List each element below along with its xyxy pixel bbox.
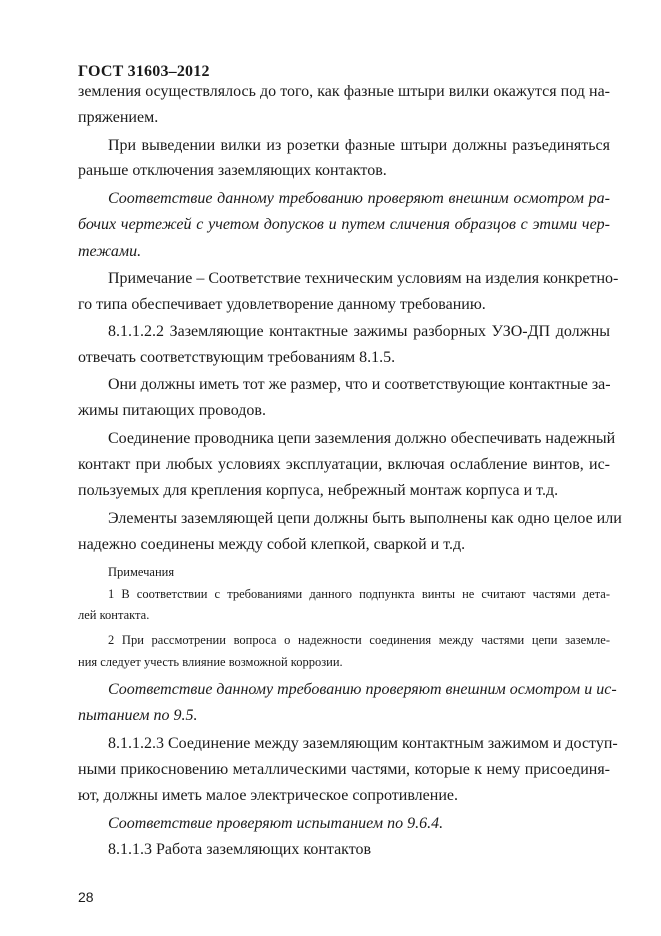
- italic-line: Соответствие данному требованию проверяют внешним осмотром ра-: [108, 190, 610, 207]
- text-line: Соединение проводника цепи заземления должно обеспечивать надежный: [108, 430, 616, 447]
- italic-line: Соответствие данному требованию проверяют внешним осмотром и ис-: [108, 681, 617, 698]
- text-line: ными прикосновению металлическими частями, которые к нему присоединя-: [78, 761, 610, 778]
- text-line: раньше отключения заземляющих контактов.: [78, 162, 387, 179]
- section-heading: 8.1.1.3 Работа заземляющих контактов: [108, 841, 372, 858]
- text-line: ют, должны иметь малое электрическое сопротивление.: [78, 787, 458, 804]
- text-line: отвечать соответствующим требованиям 8.1.5.: [78, 349, 396, 366]
- text-line: пряжением.: [78, 109, 159, 126]
- note-item: лей контакта.: [78, 608, 150, 622]
- italic-line: Соответствие проверяют испытанием по 9.6.4.: [108, 815, 444, 832]
- italic-line: тежами.: [78, 243, 142, 260]
- italic-line: пытанием по 9.5.: [78, 707, 198, 724]
- text-line: жимы питающих проводов.: [78, 402, 266, 419]
- italic-line: бочих чертежей с учетом допусков и путем сличения образцов с этими чер-: [78, 216, 610, 233]
- note-item: 1 В соответствии с требованиями данного подпункта винты не считают частями дета-: [108, 587, 610, 601]
- text-line: При выведении вилки из розетки фазные штыри должны разъединяться: [108, 137, 610, 154]
- text-line: пользуемых для крепления корпуса, небрежный монтаж корпуса и т.д.: [78, 482, 559, 499]
- text-line: Они должны иметь тот же размер, что и соответствующие контактные за-: [108, 376, 611, 393]
- note-line: го типа обеспечивает удовлетворение данному требованию.: [78, 296, 486, 313]
- text-line: 8.1.1.2.2 Заземляющие контактные зажимы разборных УЗО-ДП должны: [108, 323, 610, 340]
- text-line: земления осуществлялось до того, как фазные штыри вилки окажутся под на-: [78, 83, 610, 100]
- text-line: надежно соединены между собой клепкой, сваркой и т.д.: [78, 536, 466, 553]
- text-line: Элементы заземляющей цепи должны быть выполнены как одно целое или: [108, 510, 622, 527]
- note-item: 2 При рассмотрении вопроса о надежности соединения между частями цепи заземле-: [108, 633, 610, 647]
- text-line: контакт при любых условиях эксплуатации, включая ослабление винтов, ис-: [78, 456, 610, 473]
- note-line: Примечание – Соответствие техническим условиям на изделия конкретно-: [108, 270, 619, 287]
- document-header: ГОСТ 31603–2012: [78, 63, 210, 80]
- notes-heading: Примечания: [108, 565, 175, 579]
- page-number: 28: [78, 889, 94, 905]
- note-item: ния следует учесть влияние возможной коррозии.: [78, 655, 343, 669]
- text-line: 8.1.1.2.3 Соединение между заземляющим контактным зажимом и доступ-: [108, 735, 618, 752]
